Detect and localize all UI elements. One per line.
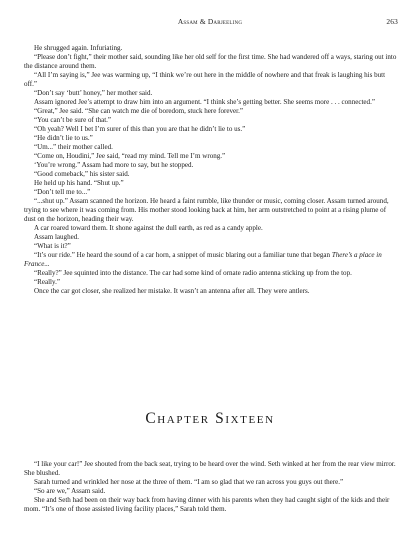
body-text-top <box>24 44 399 296</box>
song-title: There’s a place in France... <box>24 251 382 268</box>
paragraph: Once the car got closer, she realized her mistake. It wasn’t an antenna after all. They were antlers. <box>34 287 310 295</box>
paragraph-text: “It’s our ride.” He heard the sound of a car horn, a snippet of music blaring out a familiar tune that began <box>34 251 332 259</box>
paragraph: ‘You’re wrong.” Assam had more to say, but he stopped. <box>34 161 194 169</box>
running-title: Assam & Darjeeling <box>177 17 243 26</box>
running-head <box>0 17 420 29</box>
paragraph: A car roared toward them. It shone against the dull earth, as red as a candy apple. <box>34 224 263 232</box>
paragraph: Assam laughed. <box>34 233 80 241</box>
paragraph: “All I’m saying is,” Jee was warming up, “I think we’re out here in the middle of nowhere and that freak is laughing his butt off.” <box>24 71 386 88</box>
paragraph: “Um...” their mother called. <box>34 143 113 151</box>
paragraph: “You can’t be sure of that.” <box>34 116 112 124</box>
paragraph: “What is it?” <box>34 242 71 250</box>
paragraph: “...shut up.” Assam scanned the horizon. He heard a faint rumble, like thunder or music, coming closer. Assam turned around, trying to see where it was coming from. His mother stood looking back at him, her arm outstretched to point at a rising plume of dust on the horizon, heading their way. <box>24 197 389 223</box>
paragraph: She and Seth had been on their way back from having dinner with his parents when they had caught sight of the kids and their mom. “It’s one of those assisted living facility places,” Sarah told them. <box>24 496 390 513</box>
paragraph: “So are we,” Assam said. <box>34 487 106 495</box>
paragraph-with-song-title <box>24 251 399 269</box>
body-text-bottom <box>24 460 399 514</box>
paragraph: “Great,” Jee said. “She can watch me die of boredom, stuck here forever.” <box>34 107 243 115</box>
paragraph: He shrugged again. Infuriating. <box>34 44 123 52</box>
paragraph: “Good comeback,” his sister said. <box>34 170 130 178</box>
paragraph: “Really.” <box>34 278 60 286</box>
paragraph: “Really?” Jee squinted into the distance. The car had some kind of ornate radio antenna sticking up from the top. <box>34 269 352 277</box>
paragraph: “Please don’t fight,” their mother said, sounding like her old self for the first time. She had wandered off a ways, staring out into the distance around them. <box>24 53 397 70</box>
page-number: 263 <box>386 17 398 26</box>
chapter-title: Chapter Sixteen <box>145 410 275 427</box>
paragraph: Sarah turned and wrinkled her nose at the three of them. “I am so glad that we ran across you guys out there.” <box>34 478 344 486</box>
paragraph: “Oh yeah? Well I bet I’m surer of this than you are that he didn’t lie to us.” <box>34 125 246 133</box>
paragraph: “He didn’t lie to us.” <box>34 134 93 142</box>
paragraph: Assam ignored Jee’s attempt to draw him into an argument. “I think she’s getting better. She seems more . . . connected.” <box>34 98 375 106</box>
paragraph: “I like your car!” Jee shouted from the back seat, trying to be heard over the wind. Seth winked at her from the rear view mirror. She blushed. <box>24 460 396 477</box>
paragraph: “Come on, Houdini,” Jee said, “read my mind. Tell me I’m wrong.” <box>34 152 226 160</box>
paragraph: He held up his hand. “Shut up.” <box>34 179 124 187</box>
paragraph: “Don’t tell me to...” <box>34 188 91 196</box>
paragraph: “Don’t say ‘butt’ honey,” her mother said. <box>34 89 153 97</box>
